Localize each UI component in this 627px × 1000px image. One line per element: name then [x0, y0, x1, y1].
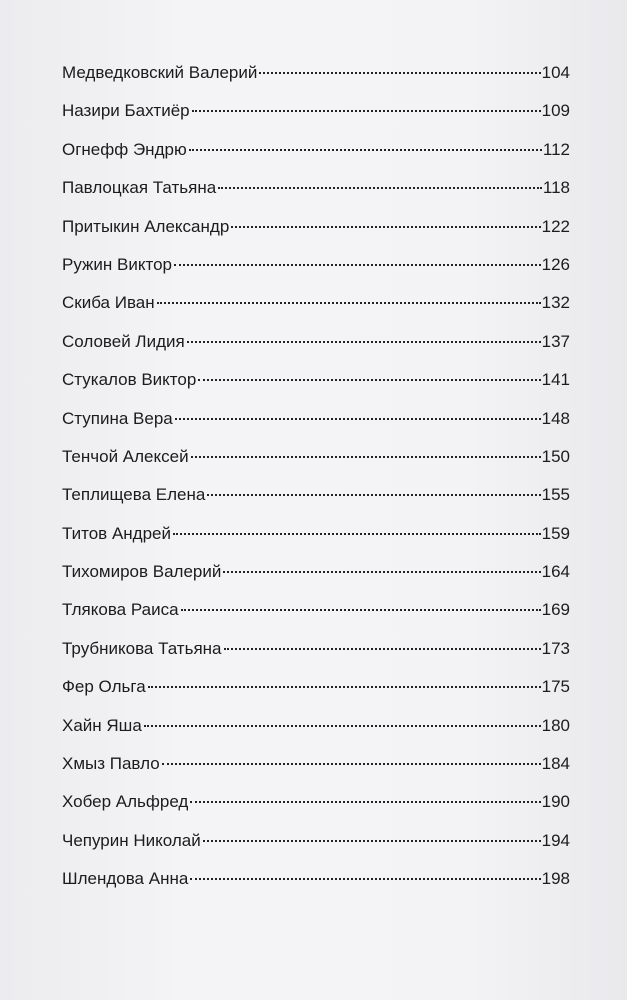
dot-leader	[190, 801, 540, 803]
toc-entry-name: Чепурин Николай	[62, 830, 201, 850]
dot-leader	[198, 379, 540, 381]
dot-leader	[173, 533, 541, 535]
dot-leader	[223, 571, 540, 573]
toc-entry	[62, 480, 570, 518]
dot-leader	[191, 456, 541, 458]
toc-entry-name: Скиба Иван	[62, 293, 155, 313]
toc-entry	[62, 519, 570, 557]
toc-entry-page: 159	[541, 523, 570, 543]
toc-entry-page: 126	[541, 254, 570, 274]
toc-entry-name: Павлоцкая Татьяна	[62, 178, 217, 198]
toc-entry-name: Тихомиров Валерий	[62, 562, 222, 582]
toc-entry-name: Хмыз Павло	[62, 754, 160, 774]
toc-entry	[62, 173, 570, 211]
toc-entry-page: 194	[541, 830, 570, 850]
toc-entry	[62, 327, 570, 365]
toc-entry-name: Теплищева Елена	[62, 485, 206, 505]
toc-entry-page: 180	[541, 715, 570, 735]
toc-entry-page: 169	[541, 600, 570, 620]
dot-leader	[175, 418, 541, 420]
toc-entry-page: 137	[541, 331, 570, 351]
toc-entry	[62, 404, 570, 442]
toc-entry	[62, 864, 570, 902]
toc-entry-name: Медведковский Валерий	[62, 63, 258, 82]
toc-entry-page: 155	[541, 485, 570, 505]
toc-entry-name: Трубникова Татьяна	[62, 638, 222, 658]
toc-entry-page: 141	[541, 370, 570, 390]
toc-entry-name: Шлендова Анна	[62, 869, 189, 889]
toc-entry-page: 109	[541, 101, 570, 121]
toc-entry	[62, 672, 570, 710]
dot-leader	[189, 149, 542, 151]
toc-entry-page: 112	[542, 139, 570, 159]
toc-entry	[62, 442, 570, 480]
toc-entry	[62, 288, 570, 326]
toc-entry-page: 122	[541, 216, 570, 236]
toc-entry-name: Фер Ольга	[62, 677, 146, 697]
toc-entry	[62, 634, 570, 672]
dot-leader	[148, 686, 541, 688]
dot-leader	[231, 226, 540, 228]
toc-entry-name: Соловей Лидия	[62, 331, 185, 351]
dot-leader	[190, 878, 540, 880]
toc-entry	[62, 595, 570, 633]
dot-leader	[174, 264, 541, 266]
dot-leader	[157, 302, 541, 304]
toc-entry	[62, 365, 570, 403]
toc-entry	[62, 250, 570, 288]
toc-entry-page: 104	[541, 63, 570, 82]
dot-leader	[218, 187, 542, 189]
toc-entry-name: Огнефф Эндрю	[62, 139, 187, 159]
toc-entry	[62, 58, 570, 96]
toc-entry-name: Хайн Яша	[62, 715, 142, 735]
toc-entry	[62, 826, 570, 864]
toc-entry-name: Стукалов Виктор	[62, 370, 197, 390]
toc-entry	[62, 749, 570, 787]
toc-entry-page: 184	[541, 754, 570, 774]
toc-entry	[62, 787, 570, 825]
toc-entry-name: Титов Андрей	[62, 523, 171, 543]
table-of-contents	[62, 58, 570, 903]
dot-leader	[207, 494, 540, 496]
toc-entry-page: 148	[541, 408, 570, 428]
toc-entry-name: Притыкин Александр	[62, 216, 230, 236]
dot-leader	[192, 110, 541, 112]
toc-entry-name: Назири Бахтиёр	[62, 101, 190, 121]
dot-leader	[162, 763, 541, 765]
toc-entry-page: 190	[541, 792, 570, 812]
toc-entry-page: 150	[541, 446, 570, 466]
toc-entry-page: 118	[542, 178, 570, 198]
toc-entry	[62, 96, 570, 134]
dot-leader	[181, 609, 541, 611]
toc-entry-name: Ружин Виктор	[62, 254, 172, 274]
toc-entry-page: 198	[541, 869, 570, 889]
dot-leader	[187, 341, 541, 343]
toc-entry	[62, 557, 570, 595]
toc-entry-page: 132	[541, 293, 570, 313]
toc-entry-page: 164	[541, 562, 570, 582]
dot-leader	[203, 840, 541, 842]
dot-leader	[259, 72, 540, 74]
toc-entry	[62, 711, 570, 749]
toc-entry-name: Ступина Вера	[62, 408, 173, 428]
toc-entry-name: Хобер Альфред	[62, 792, 189, 812]
toc-entry-page: 175	[541, 677, 570, 697]
dot-leader	[144, 725, 541, 727]
toc-entry-page: 173	[541, 638, 570, 658]
dot-leader	[224, 648, 541, 650]
toc-entry-name: Тлякова Раиса	[62, 600, 179, 620]
toc-entry	[62, 212, 570, 250]
toc-entry-name: Тенчой Алексей	[62, 446, 189, 466]
toc-entry	[62, 135, 570, 173]
